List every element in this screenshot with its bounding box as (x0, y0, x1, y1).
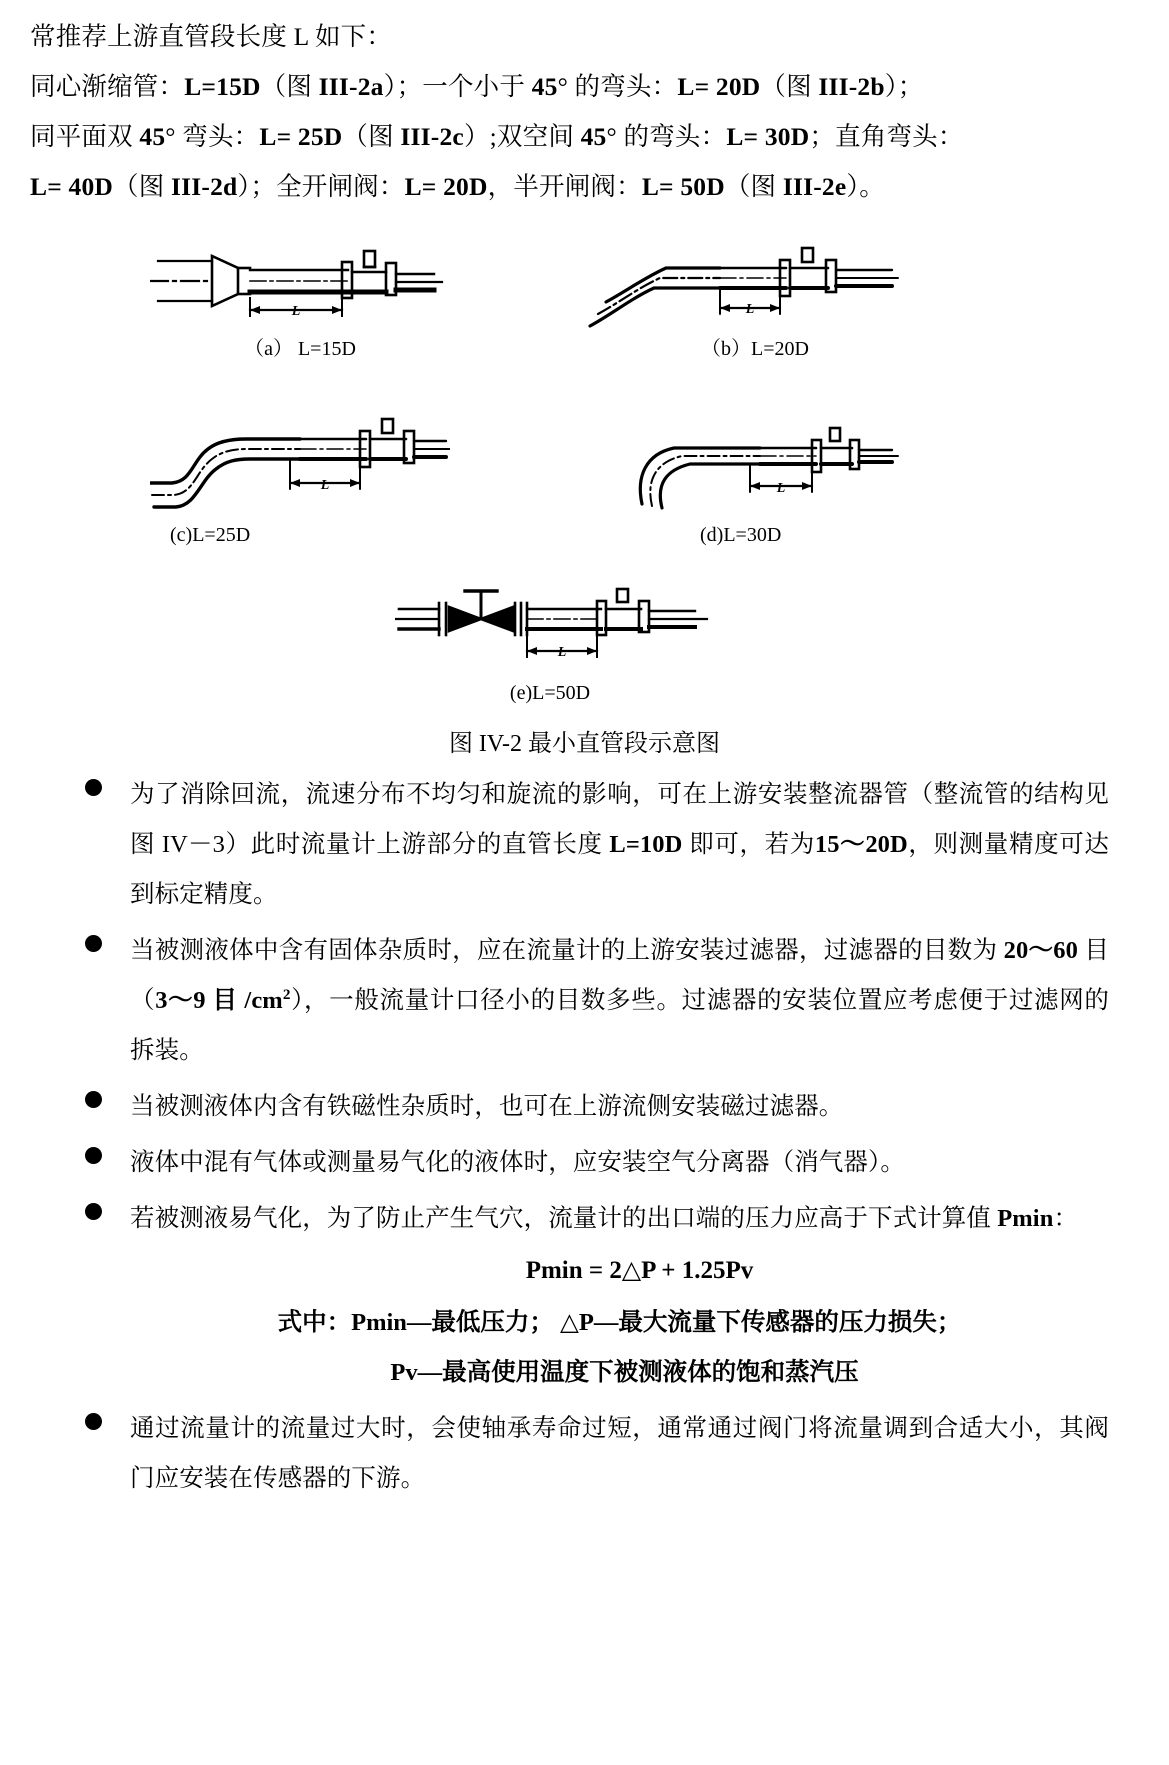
diagram-d-double-bend-spatial (630, 418, 910, 528)
dimension-label-a: L (291, 304, 301, 319)
diagram-a-concentric-reducer (150, 236, 450, 336)
bullet-dot-icon (85, 1147, 102, 1164)
bullet-dot-icon (85, 1091, 102, 1108)
formula-pmin: Pmin = 2△P + 1.25Pv (525, 1257, 754, 1284)
list-item (0, 770, 1169, 920)
dimension-label-d: L (776, 481, 786, 496)
list-item (0, 1082, 1169, 1132)
intro-paragraph (30, 12, 1140, 212)
dimension-label-b: L (745, 302, 755, 317)
diagram-c-double-bend-planar (150, 403, 450, 523)
list-item (0, 926, 1169, 1076)
diagram-b-svg (580, 228, 900, 338)
bullet-list (0, 770, 1169, 1510)
list-item (0, 1404, 1169, 1504)
intro-line-4: L= 40D（图 III-2d）；全开闸阀：L= 20D，半开闸阀：L= 50D（图 III-2e）。 (30, 172, 886, 201)
figure-group (0, 228, 1169, 757)
bullet-text-valve: 通过流量计的流量过大时，会使轴承寿命过短，通常通过阀门将流量调到合适大小，其阀门应安装在传感器的下游。 (130, 1415, 1109, 1492)
formula-legend-2: Pv—最高使用温度下被测液体的饱和蒸汽压 (390, 1359, 859, 1386)
dimension-label-c: L (320, 478, 330, 493)
diagram-b-single-bend (580, 228, 900, 338)
diagram-e-gate-valve (395, 573, 715, 678)
diagram-d-svg (630, 418, 910, 528)
bullet-text-air-separator: 液体中混有气体或测量易气化的液体时，应安装空气分离器（消气器）。 (130, 1149, 905, 1176)
formula-legend-1: 式中：Pmin—最低压力； △P—最大流量下传感器的压力损失； (277, 1309, 962, 1336)
list-item (0, 1194, 1169, 1398)
intro-line-1: 常推荐上游直管段长度 L 如下： (30, 22, 393, 51)
caption-d: (d)L=30D (700, 524, 782, 546)
bullet-text-filter: 当被测液体中含有固体杂质时，应在流量计的上游安装过滤器，过滤器的目数为 20～60 目 （3～9 目 $/cm^2$），一般流量计口径小的目数多些。过滤器的安装位置应考虑便于过滤网的拆装。 (130, 937, 1109, 1064)
bullet-dot-icon (85, 935, 102, 952)
bullet-dot-icon (85, 779, 102, 796)
caption-b: （b）L=20D (701, 338, 809, 360)
bullet-text-rectifier: 为了消除回流，流速分布不均匀和旋流的影响，可在上游安装整流器管（整流管的结构见图 IV－3）此时流量计上游部分的直管长度 L=10D 即可，若为15～20D，则测量精度可达到标定精度。 (130, 781, 1109, 908)
dimension-label-e: L (557, 645, 567, 660)
list-item (0, 1138, 1169, 1188)
intro-line-3: 同平面双 45° 弯头：L= 25D（图 III-2c）;双空间 45° 的弯头：L= 30D；直角弯头： (30, 122, 964, 151)
caption-e: (e)L=50D (509, 682, 591, 704)
bullet-text-magnetic-filter: 当被测液体内含有铁磁性杂质时，也可在上游流侧安装磁过滤器。 (130, 1093, 844, 1120)
diagram-a-svg (150, 236, 450, 336)
intro-line-2: 同心渐缩管：L=15D（图 III-2a）；一个小于 45° 的弯头：L= 20D（图 III-2b）； (30, 72, 924, 101)
bullet-dot-icon (85, 1203, 102, 1220)
caption-c: (c)L=25D (170, 524, 251, 546)
diagram-c-svg (150, 403, 450, 523)
bullet-dot-icon (85, 1413, 102, 1430)
bullet-text-cavitation: 若被测液易气化，为了防止产生气穴，流量计的出口端的压力应高于下式计算值 Pmin： (130, 1205, 1079, 1232)
diagram-e-svg (395, 573, 715, 678)
caption-a: （a） L=15D (244, 338, 356, 360)
figure-title: 图 IV-2 最小直管段示意图 (448, 731, 721, 757)
